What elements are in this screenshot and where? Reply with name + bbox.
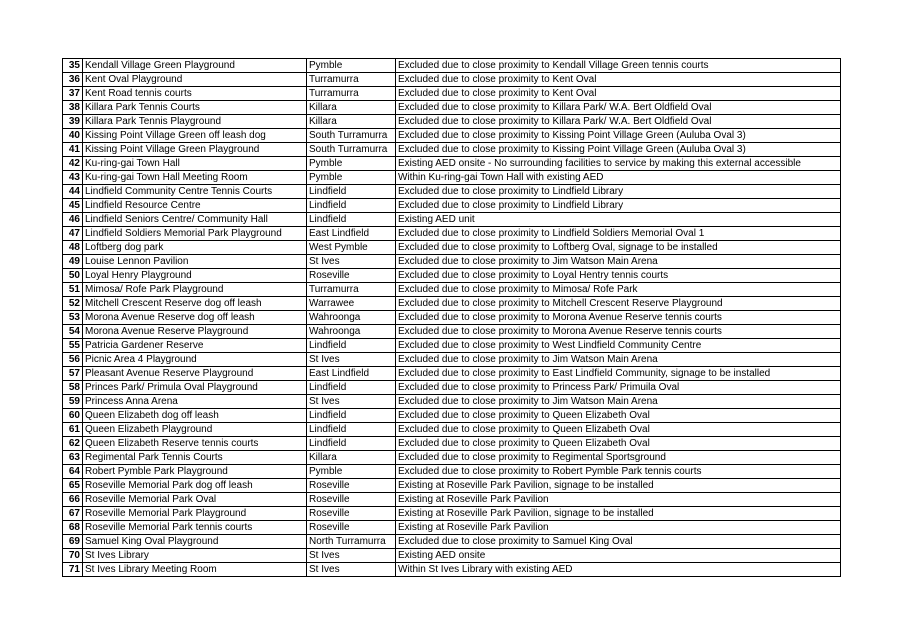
- aed-status-cell: Excluded due to close proximity to Jim Watson Main Arena: [396, 353, 841, 367]
- suburb-cell: Lindfield: [307, 409, 396, 423]
- table-row: [63, 129, 841, 143]
- facility-name-cell: Killara Park Tennis Courts: [83, 101, 307, 115]
- table-row: [63, 353, 841, 367]
- row-number-cell: 38: [63, 101, 83, 115]
- aed-status-cell: Existing at Roseville Park Pavilion, signage to be installed: [396, 507, 841, 521]
- row-number-cell: 60: [63, 409, 83, 423]
- facility-name-cell: Killara Park Tennis Playground: [83, 115, 307, 129]
- table-row: [63, 339, 841, 353]
- aed-status-cell: Excluded due to close proximity to Kissing Point Village Green (Auluba Oval 3): [396, 129, 841, 143]
- table-row: [63, 563, 841, 577]
- row-number-cell: 36: [63, 73, 83, 87]
- aed-status-cell: Existing AED onsite - No surrounding facilities to service by making this external accessible: [396, 157, 841, 171]
- suburb-cell: Roseville: [307, 493, 396, 507]
- suburb-cell: Wahroonga: [307, 325, 396, 339]
- table-row: [63, 507, 841, 521]
- table-row: [63, 101, 841, 115]
- facility-name-cell: Regimental Park Tennis Courts: [83, 451, 307, 465]
- suburb-cell: Killara: [307, 115, 396, 129]
- table-row: [63, 143, 841, 157]
- aed-status-cell: Excluded due to close proximity to Morona Avenue Reserve tennis courts: [396, 311, 841, 325]
- facility-name-cell: St Ives Library: [83, 549, 307, 563]
- row-number-cell: 39: [63, 115, 83, 129]
- table-row: [63, 325, 841, 339]
- aed-status-cell: Within St Ives Library with existing AED: [396, 563, 841, 577]
- facility-name-cell: Robert Pymble Park Playground: [83, 465, 307, 479]
- suburb-cell: Roseville: [307, 521, 396, 535]
- facility-name-cell: Patricia Gardener Reserve: [83, 339, 307, 353]
- suburb-cell: Lindfield: [307, 437, 396, 451]
- suburb-cell: St Ives: [307, 563, 396, 577]
- table-row: [63, 297, 841, 311]
- suburb-cell: Lindfield: [307, 339, 396, 353]
- row-number-cell: 37: [63, 87, 83, 101]
- suburb-cell: Wahroonga: [307, 311, 396, 325]
- suburb-cell: Killara: [307, 451, 396, 465]
- suburb-cell: Pymble: [307, 465, 396, 479]
- table-row: [63, 241, 841, 255]
- facility-name-cell: Samuel King Oval Playground: [83, 535, 307, 549]
- table-row: [63, 395, 841, 409]
- suburb-cell: Lindfield: [307, 213, 396, 227]
- aed-status-cell: Excluded due to close proximity to Killara Park/ W.A. Bert Oldfield Oval: [396, 115, 841, 129]
- aed-status-cell: Excluded due to close proximity to Mimosa/ Rofe Park: [396, 283, 841, 297]
- aed-status-cell: Excluded due to close proximity to Loftberg Oval, signage to be installed: [396, 241, 841, 255]
- table-row: [63, 423, 841, 437]
- aed-status-cell: Excluded due to close proximity to Lindfield Library: [396, 199, 841, 213]
- aed-status-cell: Excluded due to close proximity to Jim Watson Main Arena: [396, 255, 841, 269]
- table-row: [63, 213, 841, 227]
- suburb-cell: Turramurra: [307, 73, 396, 87]
- aed-status-cell: Within Ku-ring-gai Town Hall with existing AED: [396, 171, 841, 185]
- facility-name-cell: Kissing Point Village Green Playground: [83, 143, 307, 157]
- facility-name-cell: Princes Park/ Primula Oval Playground: [83, 381, 307, 395]
- table-row: [63, 493, 841, 507]
- facility-name-cell: St Ives Library Meeting Room: [83, 563, 307, 577]
- table-row: [63, 479, 841, 493]
- aed-status-cell: Existing AED onsite: [396, 549, 841, 563]
- aed-status-cell: Excluded due to close proximity to Queen Elizabeth Oval: [396, 409, 841, 423]
- suburb-cell: Pymble: [307, 59, 396, 73]
- row-number-cell: 45: [63, 199, 83, 213]
- aed-status-cell: Excluded due to close proximity to Kissing Point Village Green (Auluba Oval 3): [396, 143, 841, 157]
- suburb-cell: Pymble: [307, 171, 396, 185]
- facility-name-cell: Roseville Memorial Park Playground: [83, 507, 307, 521]
- aed-status-cell: Existing at Roseville Park Pavilion: [396, 493, 841, 507]
- row-number-cell: 46: [63, 213, 83, 227]
- facility-name-cell: Lindfield Community Centre Tennis Courts: [83, 185, 307, 199]
- table-row: [63, 381, 841, 395]
- suburb-cell: South Turramurra: [307, 129, 396, 143]
- aed-status-cell: Excluded due to close proximity to Lindfield Library: [396, 185, 841, 199]
- suburb-cell: Turramurra: [307, 283, 396, 297]
- table-row: [63, 199, 841, 213]
- table-row: [63, 255, 841, 269]
- suburb-cell: St Ives: [307, 395, 396, 409]
- row-number-cell: 55: [63, 339, 83, 353]
- aed-status-cell: Excluded due to close proximity to Morona Avenue Reserve tennis courts: [396, 325, 841, 339]
- row-number-cell: 65: [63, 479, 83, 493]
- suburb-cell: St Ives: [307, 549, 396, 563]
- aed-status-cell: Excluded due to close proximity to Kendall Village Green tennis courts: [396, 59, 841, 73]
- suburb-cell: Roseville: [307, 479, 396, 493]
- row-number-cell: 64: [63, 465, 83, 479]
- row-number-cell: 70: [63, 549, 83, 563]
- table-row: [63, 59, 841, 73]
- facility-name-cell: Loftberg dog park: [83, 241, 307, 255]
- row-number-cell: 66: [63, 493, 83, 507]
- facilities-table: [62, 58, 841, 577]
- facility-name-cell: Ku-ring-gai Town Hall Meeting Room: [83, 171, 307, 185]
- facility-name-cell: Mitchell Crescent Reserve dog off leash: [83, 297, 307, 311]
- aed-status-cell: Excluded due to close proximity to Samuel King Oval: [396, 535, 841, 549]
- suburb-cell: North Turramurra: [307, 535, 396, 549]
- aed-status-cell: Excluded due to close proximity to Kent Oval: [396, 73, 841, 87]
- facility-name-cell: Roseville Memorial Park Oval: [83, 493, 307, 507]
- table-row: [63, 185, 841, 199]
- table-row: [63, 311, 841, 325]
- row-number-cell: 56: [63, 353, 83, 367]
- aed-status-cell: Excluded due to close proximity to West Lindfield Community Centre: [396, 339, 841, 353]
- row-number-cell: 50: [63, 269, 83, 283]
- row-number-cell: 63: [63, 451, 83, 465]
- row-number-cell: 41: [63, 143, 83, 157]
- row-number-cell: 71: [63, 563, 83, 577]
- row-number-cell: 57: [63, 367, 83, 381]
- aed-status-cell: Existing AED unit: [396, 213, 841, 227]
- aed-status-cell: Excluded due to close proximity to Queen Elizabeth Oval: [396, 423, 841, 437]
- row-number-cell: 49: [63, 255, 83, 269]
- table-row: [63, 283, 841, 297]
- row-number-cell: 43: [63, 171, 83, 185]
- facility-name-cell: Princess Anna Arena: [83, 395, 307, 409]
- aed-status-cell: Existing at Roseville Park Pavilion, signage to be installed: [396, 479, 841, 493]
- aed-status-cell: Excluded due to close proximity to Kent Oval: [396, 87, 841, 101]
- row-number-cell: 44: [63, 185, 83, 199]
- row-number-cell: 42: [63, 157, 83, 171]
- aed-status-cell: Excluded due to close proximity to Loyal Hentry tennis courts: [396, 269, 841, 283]
- facility-name-cell: Ku-ring-gai Town Hall: [83, 157, 307, 171]
- facility-name-cell: Queen Elizabeth Reserve tennis courts: [83, 437, 307, 451]
- suburb-cell: Turramurra: [307, 87, 396, 101]
- table-row: [63, 269, 841, 283]
- facility-name-cell: Picnic Area 4 Playground: [83, 353, 307, 367]
- table-row: [63, 157, 841, 171]
- suburb-cell: Lindfield: [307, 185, 396, 199]
- facility-name-cell: Morona Avenue Reserve Playground: [83, 325, 307, 339]
- table-row: [63, 409, 841, 423]
- facility-name-cell: Lindfield Seniors Centre/ Community Hall: [83, 213, 307, 227]
- aed-status-cell: Excluded due to close proximity to Robert Pymble Park tennis courts: [396, 465, 841, 479]
- suburb-cell: St Ives: [307, 255, 396, 269]
- aed-status-cell: Existing at Roseville Park Pavilion: [396, 521, 841, 535]
- table-row: [63, 521, 841, 535]
- table-row: [63, 227, 841, 241]
- facility-name-cell: Lindfield Soldiers Memorial Park Playground: [83, 227, 307, 241]
- suburb-cell: West Pymble: [307, 241, 396, 255]
- row-number-cell: 53: [63, 311, 83, 325]
- table-row: [63, 465, 841, 479]
- aed-status-cell: Excluded due to close proximity to Mitchell Crescent Reserve Playground: [396, 297, 841, 311]
- table-row: [63, 115, 841, 129]
- row-number-cell: 69: [63, 535, 83, 549]
- suburb-cell: Lindfield: [307, 423, 396, 437]
- row-number-cell: 48: [63, 241, 83, 255]
- row-number-cell: 51: [63, 283, 83, 297]
- suburb-cell: St Ives: [307, 353, 396, 367]
- facility-name-cell: Mimosa/ Rofe Park Playground: [83, 283, 307, 297]
- aed-status-cell: Excluded due to close proximity to East Lindfield Community, signage to be installed: [396, 367, 841, 381]
- aed-status-cell: Excluded due to close proximity to Queen Elizabeth Oval: [396, 437, 841, 451]
- row-number-cell: 40: [63, 129, 83, 143]
- suburb-cell: East Lindfield: [307, 227, 396, 241]
- facility-name-cell: Kissing Point Village Green off leash dog: [83, 129, 307, 143]
- aed-status-cell: Excluded due to close proximity to Regimental Sportsground: [396, 451, 841, 465]
- facility-name-cell: Queen Elizabeth Playground: [83, 423, 307, 437]
- suburb-cell: Killara: [307, 101, 396, 115]
- row-number-cell: 67: [63, 507, 83, 521]
- row-number-cell: 54: [63, 325, 83, 339]
- aed-status-cell: Excluded due to close proximity to Lindfield Soldiers Memorial Oval 1: [396, 227, 841, 241]
- row-number-cell: 59: [63, 395, 83, 409]
- facility-name-cell: Roseville Memorial Park dog off leash: [83, 479, 307, 493]
- suburb-cell: Lindfield: [307, 381, 396, 395]
- facility-name-cell: Kendall Village Green Playground: [83, 59, 307, 73]
- table-row: [63, 367, 841, 381]
- row-number-cell: 61: [63, 423, 83, 437]
- row-number-cell: 68: [63, 521, 83, 535]
- facility-name-cell: Kent Oval Playground: [83, 73, 307, 87]
- aed-status-cell: Excluded due to close proximity to Killara Park/ W.A. Bert Oldfield Oval: [396, 101, 841, 115]
- suburb-cell: Roseville: [307, 269, 396, 283]
- row-number-cell: 47: [63, 227, 83, 241]
- row-number-cell: 52: [63, 297, 83, 311]
- row-number-cell: 35: [63, 59, 83, 73]
- suburb-cell: South Turramurra: [307, 143, 396, 157]
- table-row: [63, 437, 841, 451]
- table-row: [63, 451, 841, 465]
- facility-name-cell: Queen Elizabeth dog off leash: [83, 409, 307, 423]
- table-row: [63, 73, 841, 87]
- facility-name-cell: Pleasant Avenue Reserve Playground: [83, 367, 307, 381]
- suburb-cell: Pymble: [307, 157, 396, 171]
- suburb-cell: Warrawee: [307, 297, 396, 311]
- row-number-cell: 58: [63, 381, 83, 395]
- table-row: [63, 549, 841, 563]
- table-row: [63, 87, 841, 101]
- facility-name-cell: Lindfield Resource Centre: [83, 199, 307, 213]
- facility-name-cell: Louise Lennon Pavilion: [83, 255, 307, 269]
- aed-status-cell: Excluded due to close proximity to Princess Park/ Primuila Oval: [396, 381, 841, 395]
- facility-name-cell: Kent Road tennis courts: [83, 87, 307, 101]
- facility-name-cell: Morona Avenue Reserve dog off leash: [83, 311, 307, 325]
- facility-name-cell: Loyal Henry Playground: [83, 269, 307, 283]
- suburb-cell: Roseville: [307, 507, 396, 521]
- aed-status-cell: Excluded due to close proximity to Jim Watson Main Arena: [396, 395, 841, 409]
- row-number-cell: 62: [63, 437, 83, 451]
- suburb-cell: Lindfield: [307, 199, 396, 213]
- table-row: [63, 535, 841, 549]
- table-body: [63, 59, 841, 577]
- facility-name-cell: Roseville Memorial Park tennis courts: [83, 521, 307, 535]
- table-row: [63, 171, 841, 185]
- suburb-cell: East Lindfield: [307, 367, 396, 381]
